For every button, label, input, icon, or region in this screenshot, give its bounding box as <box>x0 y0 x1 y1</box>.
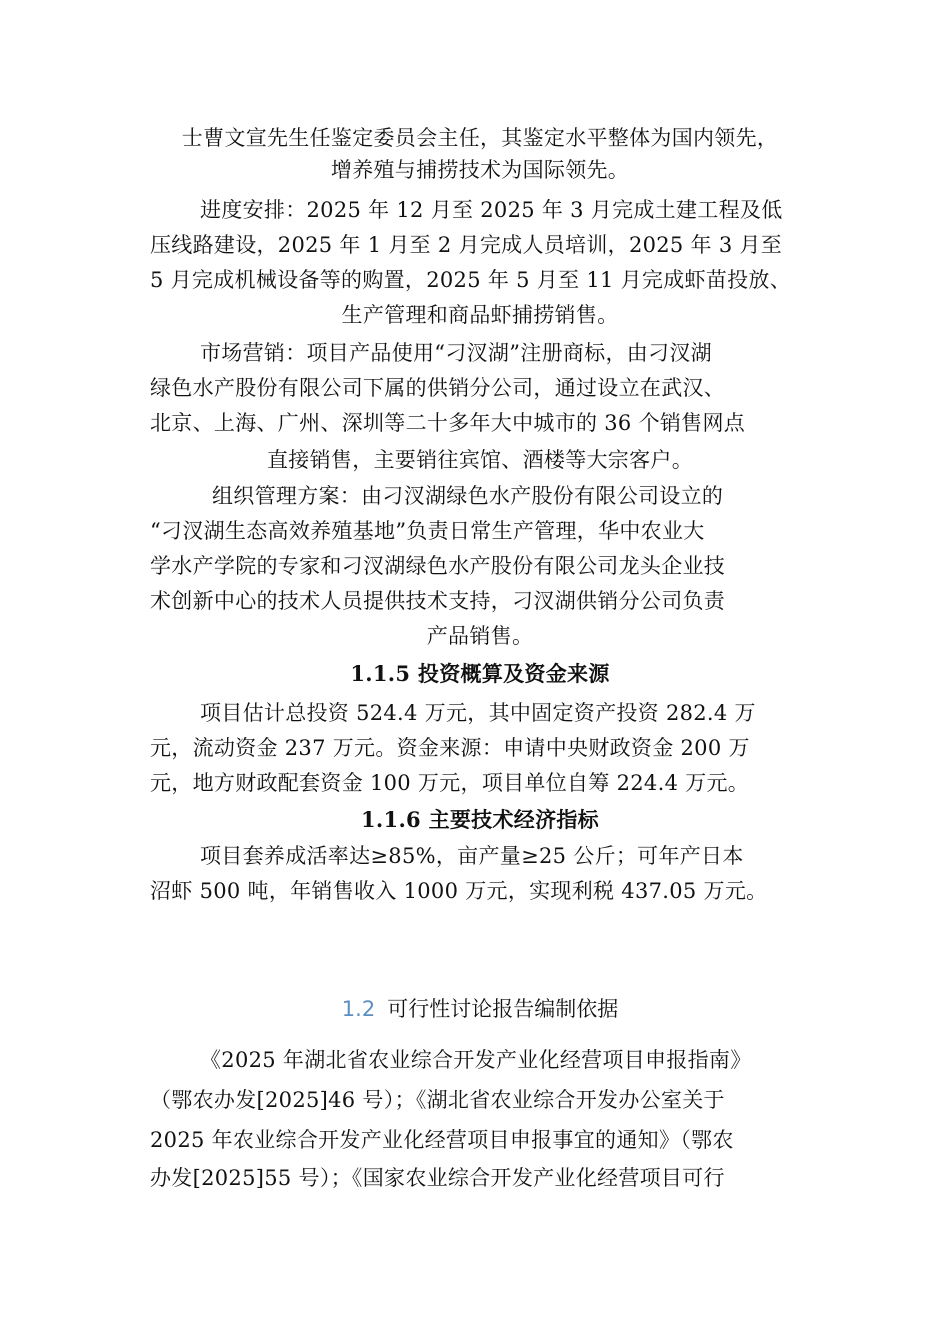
text-line: （鄂农办发[2025]46 号）；《湖北省农业综合开发办公室关于 <box>150 1088 725 1112</box>
text-line: 项目套养成活率达≥85%，亩产量≥25 公斤；可年产日本 <box>200 844 744 868</box>
text-line: “刁汊湖生态高效养殖基地”负责日常生产管理，华中农业大 <box>150 519 705 543</box>
text-line: 2025 年农业综合开发产业化经营项目申报事宜的通知》（鄂农 <box>150 1128 734 1152</box>
section-number: 1.2 <box>341 997 376 1021</box>
text-line: 进度安排：2025 年 12 月至 2025 年 3 月完成土建工程及低 <box>200 198 783 222</box>
section-title: 可行性讨论报告编制依据 <box>387 997 619 1021</box>
subsection-heading: 1.1.6 主要技术经济指标 <box>361 807 599 832</box>
text-line: 北京、上海、广州、深圳等二十多年大中城市的 36 个销售网点 <box>150 411 746 435</box>
text-line: 元，地方财政配套资金 100 万元，项目单位自筹 224.4 万元。 <box>150 771 750 795</box>
text-line: 《2025 年湖北省农业综合开发产业化经营项目申报指南》 <box>200 1048 752 1072</box>
text-line: 5 月完成机械设备等的购置，2025 年 5 月至 11 月完成虾苗投放、 <box>150 268 792 292</box>
section-heading <box>150 993 810 1025</box>
text-line: 产品销售。 <box>426 624 534 648</box>
text-line: 生产管理和商品虾捕捞销售。 <box>341 303 619 327</box>
text-line: 沼虾 500 吨，年销售收入 1000 万元，实现利税 437.05 万元。 <box>150 879 768 903</box>
text-line: 市场营销：项目产品使用“刁汊湖”注册商标，由刁汊湖 <box>200 341 712 365</box>
text-line: 项目估计总投资 524.4 万元，其中固定资产投资 282.4 万 <box>200 701 756 725</box>
text-line: 组织管理方案：由刁汊湖绿色水产股份有限公司设立的 <box>212 484 724 508</box>
text-line: 元，流动资金 237 万元。资金来源：申请中央财政资金 200 万 <box>150 736 750 760</box>
subsection-heading: 1.1.5 投资概算及资金来源 <box>350 661 610 686</box>
text-line: 办发[2025]55 号）；《国家农业综合开发产业化经营项目可行 <box>150 1166 725 1190</box>
text-line: 压线路建设，2025 年 1 月至 2 月完成人员培训，2025 年 3 月至 <box>150 233 783 257</box>
text-line: 增养殖与捕捞技术为国际领先。 <box>330 158 630 182</box>
text-line: 术创新中心的技术人员提供技术支持，刁汊湖供销分公司负责 <box>150 589 726 613</box>
text-line: 学水产学院的专家和刁汊湖绿色水产股份有限公司龙头企业技 <box>150 554 726 578</box>
text-line: 士曹文宣先生任鉴定委员会主任，其鉴定水平整体为国内领先， <box>181 126 779 150</box>
text-line: 直接销售，主要销往宾馆、酒楼等大宗客户。 <box>267 448 693 472</box>
text-line: 绿色水产股份有限公司下属的供销分公司，通过设立在武汉、 <box>150 376 726 400</box>
